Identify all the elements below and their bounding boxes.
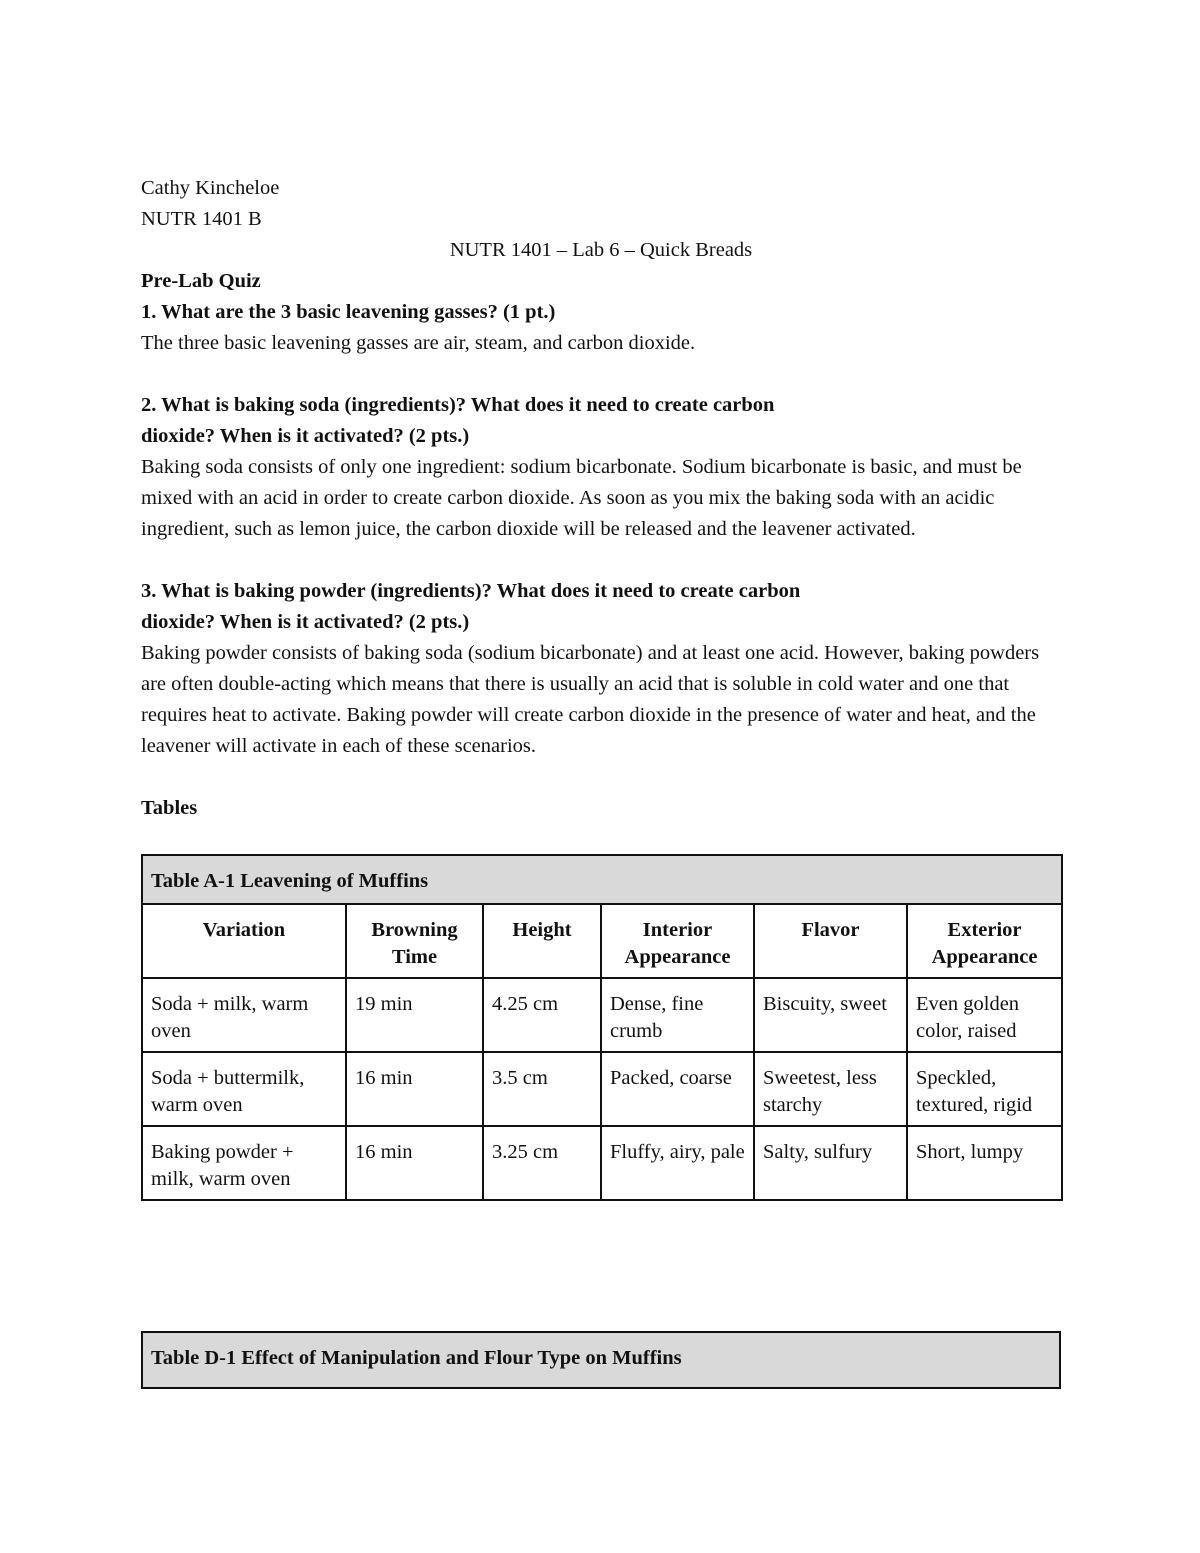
question-2-line-1: 2. What is baking soda (ingredients)? What does it need to create carbon — [141, 394, 775, 416]
table-row — [142, 978, 1062, 1052]
column-header: Browning Time — [346, 904, 483, 978]
column-header: Exterior Appearance — [907, 904, 1062, 978]
question-1: 1. What are the 3 basic leavening gasses? (1 pt.) — [141, 301, 556, 323]
table-a-header-row — [142, 904, 1062, 978]
table-cell: 19 min — [346, 978, 483, 1052]
document-title: NUTR 1401 – Lab 6 – Quick Breads — [449, 239, 753, 261]
table-cell: Speckled, textured, rigid — [907, 1052, 1062, 1126]
question-3-line-2: dioxide? When is it activated? (2 pts.) — [141, 611, 470, 633]
answer-3: Baking powder consists of baking soda (sodium bicarbonate) and at least one acid. However, baking powders are often double-acting which means that there is usually an acid that is soluble in cold water and one that requires heat to activate. Baking powder will create carbon dioxide in the presence of water and heat, and the leavener will activate in each of these scenarios. — [141, 642, 1040, 757]
table-cell: Even golden color, raised — [907, 978, 1062, 1052]
table-row — [142, 1052, 1062, 1126]
answer-1: The three basic leavening gasses are air, steam, and carbon dioxide. — [141, 332, 696, 354]
table-leavening-of-muffins — [141, 854, 1063, 1201]
column-header: Interior Appearance — [601, 904, 754, 978]
document-body — [141, 173, 1061, 824]
table-cell: 3.5 cm — [483, 1052, 601, 1126]
table-cell: Biscuity, sweet — [754, 978, 907, 1052]
table-cell: Salty, sulfury — [754, 1126, 907, 1200]
table-cell: Fluffy, airy, pale — [601, 1126, 754, 1200]
table-manipulation-flour-type — [141, 1331, 1061, 1389]
table-cell: Packed, coarse — [601, 1052, 754, 1126]
table-cell: 16 min — [346, 1126, 483, 1200]
column-header: Height — [483, 904, 601, 978]
table-cell: 16 min — [346, 1052, 483, 1126]
course-code: NUTR 1401 B — [141, 208, 262, 230]
tables-heading: Tables — [141, 797, 198, 819]
table-cell: Soda + milk, warm oven — [142, 978, 346, 1052]
table-cell: Short, lumpy — [907, 1126, 1062, 1200]
table-cell: 4.25 cm — [483, 978, 601, 1052]
table-d-caption: Table D-1 Effect of Manipulation and Flour Type on Muffins — [142, 1332, 1060, 1388]
answer-2: Baking soda consists of only one ingredient: sodium bicarbonate. Sodium bicarbonate is basic, and must be mixed with an acid in order to create carbon dioxide. As soon as you mix the baking soda with an acidic ingredient, such as lemon juice, the carbon dioxide will be released and the leavener activated. — [141, 456, 1022, 540]
table-cell: 3.25 cm — [483, 1126, 601, 1200]
table-a-caption: Table A-1 Leavening of Muffins — [142, 855, 1062, 904]
quiz-heading: Pre-Lab Quiz — [141, 270, 261, 292]
table-cell: Baking powder + milk, warm oven — [142, 1126, 346, 1200]
table-row — [142, 1126, 1062, 1200]
table-cell: Sweetest, less starchy — [754, 1052, 907, 1126]
author-name: Cathy Kincheloe — [141, 177, 280, 199]
question-2-line-2: dioxide? When is it activated? (2 pts.) — [141, 425, 470, 447]
column-header: Variation — [142, 904, 346, 978]
table-cell: Soda + buttermilk, warm oven — [142, 1052, 346, 1126]
table-cell: Dense, fine crumb — [601, 978, 754, 1052]
question-3-line-1: 3. What is baking powder (ingredients)? What does it need to create carbon — [141, 580, 801, 602]
column-header: Flavor — [754, 904, 907, 978]
